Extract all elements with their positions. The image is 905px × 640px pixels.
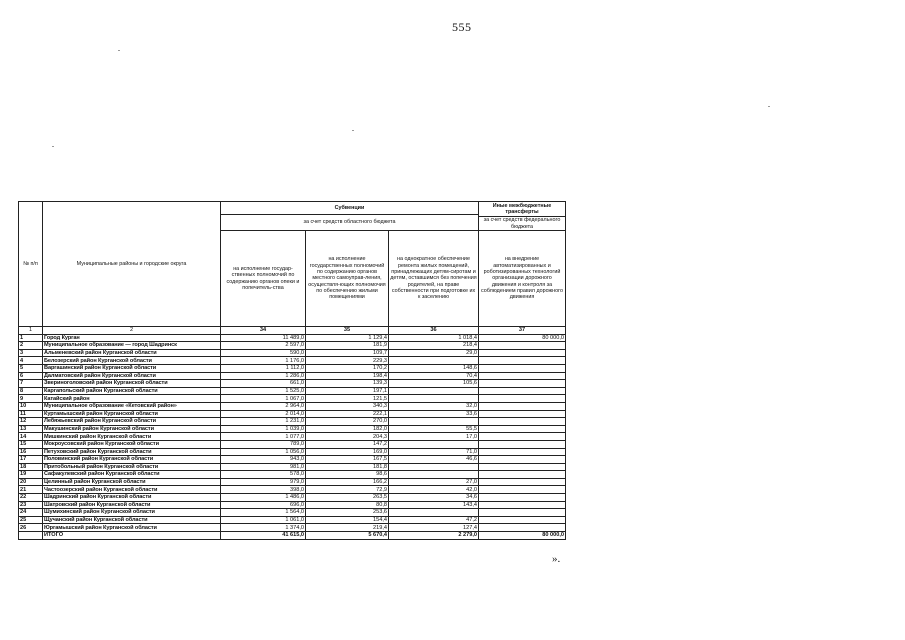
table-row bbox=[19, 418, 566, 426]
table-row bbox=[19, 463, 566, 471]
header-other-transfers: Иные межбюджетные трансферты bbox=[479, 202, 566, 217]
row-c36: 34,6 bbox=[389, 494, 479, 502]
row-number: 4 bbox=[19, 357, 43, 365]
row-c35: 167,5 bbox=[306, 456, 389, 464]
row-name: Город Курган bbox=[43, 334, 221, 342]
row-c36: 105,6 bbox=[389, 380, 479, 388]
row-name: Белозерский район Курганской области bbox=[43, 357, 221, 365]
closing-quote: ». bbox=[552, 553, 561, 565]
col-number: 1 bbox=[19, 327, 43, 335]
row-c37 bbox=[479, 448, 566, 456]
row-c37 bbox=[479, 486, 566, 494]
row-c36: 71,0 bbox=[389, 448, 479, 456]
table-row bbox=[19, 440, 566, 448]
row-c36 bbox=[389, 471, 479, 479]
table-row bbox=[19, 501, 566, 509]
row-c37: 80 000,0 bbox=[479, 334, 566, 342]
total-num bbox=[19, 532, 43, 540]
row-c35: 166,2 bbox=[306, 478, 389, 486]
total-label: ИТОГО bbox=[43, 532, 221, 540]
row-c37 bbox=[479, 349, 566, 357]
row-c37 bbox=[479, 342, 566, 350]
row-c37 bbox=[479, 418, 566, 426]
table-row bbox=[19, 478, 566, 486]
row-c36 bbox=[389, 387, 479, 395]
row-c36 bbox=[389, 418, 479, 426]
row-c36: 33,6 bbox=[389, 410, 479, 418]
row-c36: 127,4 bbox=[389, 524, 479, 532]
row-c35: 170,2 bbox=[306, 364, 389, 372]
row-c34: 1 374,0 bbox=[221, 524, 306, 532]
table-row bbox=[19, 357, 566, 365]
row-c35: 219,4 bbox=[306, 524, 389, 532]
total-c34: 41 615,0 bbox=[221, 532, 306, 540]
row-number: 25 bbox=[19, 516, 43, 524]
table-row bbox=[19, 342, 566, 350]
row-c34: 1 112,0 bbox=[221, 364, 306, 372]
row-c37 bbox=[479, 456, 566, 464]
row-number: 3 bbox=[19, 349, 43, 357]
row-number: 22 bbox=[19, 494, 43, 502]
row-c35: 204,3 bbox=[306, 433, 389, 441]
row-name: Альменевский район Курганской области bbox=[43, 349, 221, 357]
row-number: 10 bbox=[19, 402, 43, 410]
table-row bbox=[19, 448, 566, 456]
row-c34: 2 964,0 bbox=[221, 402, 306, 410]
row-c36: 218,4 bbox=[389, 342, 479, 350]
row-name: Мокроусовский район Курганской области bbox=[43, 440, 221, 448]
header-num: № п/п bbox=[19, 202, 43, 327]
scan-speck bbox=[768, 106, 770, 107]
row-c35: 263,5 bbox=[306, 494, 389, 502]
row-number: 13 bbox=[19, 425, 43, 433]
row-c34: 590,0 bbox=[221, 349, 306, 357]
total-row bbox=[19, 532, 566, 540]
row-number: 12 bbox=[19, 418, 43, 426]
table-row bbox=[19, 471, 566, 479]
row-c34: 979,0 bbox=[221, 478, 306, 486]
row-c34: 2 597,0 bbox=[221, 342, 306, 350]
row-c37 bbox=[479, 364, 566, 372]
row-c36: 27,0 bbox=[389, 478, 479, 486]
row-name: Варгашинский район Курганской области bbox=[43, 364, 221, 372]
row-c34: 1 039,0 bbox=[221, 425, 306, 433]
row-name: Щучанский район Курганской области bbox=[43, 516, 221, 524]
row-c35: 222,1 bbox=[306, 410, 389, 418]
row-c34: 696,0 bbox=[221, 501, 306, 509]
row-number: 23 bbox=[19, 501, 43, 509]
subsidies-table bbox=[18, 201, 566, 540]
row-c36: 55,5 bbox=[389, 425, 479, 433]
row-number: 15 bbox=[19, 440, 43, 448]
row-c36: 143,4 bbox=[389, 501, 479, 509]
row-number: 5 bbox=[19, 364, 43, 372]
row-c36 bbox=[389, 463, 479, 471]
col-number: 36 bbox=[389, 327, 479, 335]
row-c36 bbox=[389, 395, 479, 403]
row-name: Далматовский район Курганской области bbox=[43, 372, 221, 380]
row-c34: 1 061,0 bbox=[221, 516, 306, 524]
row-number: 1 bbox=[19, 334, 43, 342]
row-c37 bbox=[479, 380, 566, 388]
row-c34: 1 231,0 bbox=[221, 418, 306, 426]
table-row bbox=[19, 516, 566, 524]
row-c37 bbox=[479, 516, 566, 524]
row-c34: 1 077,0 bbox=[221, 433, 306, 441]
row-c35: 139,3 bbox=[306, 380, 389, 388]
row-c37 bbox=[479, 395, 566, 403]
row-c36 bbox=[389, 509, 479, 517]
row-name: Лебяжьевский район Курганской области bbox=[43, 418, 221, 426]
row-name: Куртамышский район Курганской области bbox=[43, 410, 221, 418]
row-number: 7 bbox=[19, 380, 43, 388]
table-row bbox=[19, 425, 566, 433]
row-name: Шумихинский район Курганской области bbox=[43, 509, 221, 517]
table-row bbox=[19, 410, 566, 418]
row-c37 bbox=[479, 410, 566, 418]
row-c36 bbox=[389, 440, 479, 448]
scan-speck bbox=[352, 130, 354, 131]
row-c34: 981,0 bbox=[221, 463, 306, 471]
row-number: 11 bbox=[19, 410, 43, 418]
col-number: 37 bbox=[479, 327, 566, 335]
row-c36: 47,2 bbox=[389, 516, 479, 524]
table-row bbox=[19, 433, 566, 441]
row-c37 bbox=[479, 433, 566, 441]
row-c34: 1 176,0 bbox=[221, 357, 306, 365]
header-federal-budget: за счет средств федерального бюджета bbox=[479, 217, 566, 231]
row-c34: 1 067,0 bbox=[221, 395, 306, 403]
row-name: Юргамышский район Курганской области bbox=[43, 524, 221, 532]
row-number: 9 bbox=[19, 395, 43, 403]
row-c37 bbox=[479, 501, 566, 509]
row-name: Шатровский район Курганской области bbox=[43, 501, 221, 509]
row-c34: 661,0 bbox=[221, 380, 306, 388]
row-c37 bbox=[479, 402, 566, 410]
row-c36: 17,0 bbox=[389, 433, 479, 441]
row-name: Мишкинский район Курганской области bbox=[43, 433, 221, 441]
row-c35: 181,8 bbox=[306, 463, 389, 471]
header-col37: на внедрение автоматизированных и роботизированных технологий организации дорожного движения и контроля за соблюдением правил дорожного движения bbox=[479, 231, 566, 327]
row-c35: 147,2 bbox=[306, 440, 389, 448]
col-number: 34 bbox=[221, 327, 306, 335]
row-c35: 340,3 bbox=[306, 402, 389, 410]
row-c34: 1 564,0 bbox=[221, 509, 306, 517]
row-number: 14 bbox=[19, 433, 43, 441]
table-row bbox=[19, 524, 566, 532]
row-name: Шадринский район Курганской области bbox=[43, 494, 221, 502]
row-c35: 253,6 bbox=[306, 509, 389, 517]
table-row bbox=[19, 380, 566, 388]
row-number: 20 bbox=[19, 478, 43, 486]
row-c37 bbox=[479, 463, 566, 471]
table-row bbox=[19, 486, 566, 494]
header-col35: на исполнение государственных полномочий по содержанию органов местного самоуправ-ления, осуществля-ющих полномочия по обеспечению жильми помещениями bbox=[306, 231, 389, 327]
row-name: Петуховский район Курганской области bbox=[43, 448, 221, 456]
row-c36: 70,4 bbox=[389, 372, 479, 380]
row-c34: 1 056,0 bbox=[221, 448, 306, 456]
row-number: 2 bbox=[19, 342, 43, 350]
table-row bbox=[19, 349, 566, 357]
row-number: 8 bbox=[19, 387, 43, 395]
row-c35: 181,9 bbox=[306, 342, 389, 350]
row-c37 bbox=[479, 387, 566, 395]
row-c36: 32,0 bbox=[389, 402, 479, 410]
table-row bbox=[19, 334, 566, 342]
total-c36: 2 279,0 bbox=[389, 532, 479, 540]
row-c35: 80,8 bbox=[306, 501, 389, 509]
row-c36: 29,0 bbox=[389, 349, 479, 357]
row-c34: 943,0 bbox=[221, 456, 306, 464]
col-number: 2 bbox=[43, 327, 221, 335]
table-row bbox=[19, 395, 566, 403]
row-c34: 1 525,0 bbox=[221, 387, 306, 395]
table-row bbox=[19, 364, 566, 372]
row-name: Катайский район bbox=[43, 395, 221, 403]
header-col34: на исполнение государ-ственных полномочий по содержанию органов опеки и попечитель-ства bbox=[221, 231, 306, 327]
row-c37 bbox=[479, 509, 566, 517]
row-c37 bbox=[479, 357, 566, 365]
table-row bbox=[19, 456, 566, 464]
row-c36: 42,0 bbox=[389, 486, 479, 494]
header-col36: на однократное обеспечение ремонта жилых помещений, принадлежащих детям-сиротам и детям, оставшимся без попечения родителей, на праве собственности при подготовке их к заселению bbox=[389, 231, 479, 327]
row-name: Муниципальное образование — город Шадринск bbox=[43, 342, 221, 350]
row-c34: 789,0 bbox=[221, 440, 306, 448]
row-name: Половинский район Курганской области bbox=[43, 456, 221, 464]
row-name: Сафакулевский район Курганской области bbox=[43, 471, 221, 479]
table-row bbox=[19, 372, 566, 380]
table-row bbox=[19, 402, 566, 410]
row-c37 bbox=[479, 372, 566, 380]
page-number: 555 bbox=[452, 20, 472, 34]
row-c37 bbox=[479, 494, 566, 502]
row-c35: 169,0 bbox=[306, 448, 389, 456]
row-c35: 197,1 bbox=[306, 387, 389, 395]
row-c34: 2 014,0 bbox=[221, 410, 306, 418]
row-c37 bbox=[479, 425, 566, 433]
row-c35: 154,4 bbox=[306, 516, 389, 524]
row-c36 bbox=[389, 357, 479, 365]
row-c34: 398,0 bbox=[221, 486, 306, 494]
table-row bbox=[19, 494, 566, 502]
row-name: Муниципальное образование «Кетовский район» bbox=[43, 402, 221, 410]
header-name: Муниципальные районы и городские округа bbox=[43, 202, 221, 327]
row-c35: 198,4 bbox=[306, 372, 389, 380]
row-name: Макушинский район Курганской области bbox=[43, 425, 221, 433]
row-name: Каргапольский район Курганской области bbox=[43, 387, 221, 395]
row-number: 21 bbox=[19, 486, 43, 494]
scan-speck bbox=[118, 50, 120, 51]
scan-speck bbox=[52, 146, 54, 147]
row-c37 bbox=[479, 440, 566, 448]
col-number: 35 bbox=[306, 327, 389, 335]
row-c35: 109,7 bbox=[306, 349, 389, 357]
row-c35: 229,3 bbox=[306, 357, 389, 365]
row-c35: 1 129,4 bbox=[306, 334, 389, 342]
row-number: 26 bbox=[19, 524, 43, 532]
table-row bbox=[19, 509, 566, 517]
header-regional-budget: за счет средств областного бюджета bbox=[221, 215, 479, 231]
row-c37 bbox=[479, 478, 566, 486]
row-name: Целинный район Курганской области bbox=[43, 478, 221, 486]
row-c35: 121,5 bbox=[306, 395, 389, 403]
row-number: 19 bbox=[19, 471, 43, 479]
table-row bbox=[19, 387, 566, 395]
row-c35: 270,0 bbox=[306, 418, 389, 426]
row-name: Притобольный район Курганской области bbox=[43, 463, 221, 471]
row-c34: 1 486,0 bbox=[221, 494, 306, 502]
total-c37: 80 000,0 bbox=[479, 532, 566, 540]
row-c36: 148,6 bbox=[389, 364, 479, 372]
row-name: Частоозерский район Курганской области bbox=[43, 486, 221, 494]
row-c35: 72,9 bbox=[306, 486, 389, 494]
row-number: 6 bbox=[19, 372, 43, 380]
row-number: 18 bbox=[19, 463, 43, 471]
row-number: 24 bbox=[19, 509, 43, 517]
row-c36: 46,6 bbox=[389, 456, 479, 464]
header-subsidies: Субвенции bbox=[221, 202, 479, 215]
row-c34: 1 286,0 bbox=[221, 372, 306, 380]
row-number: 17 bbox=[19, 456, 43, 464]
total-c35: 5 670,4 bbox=[306, 532, 389, 540]
row-c37 bbox=[479, 471, 566, 479]
row-c37 bbox=[479, 524, 566, 532]
row-name: Звериноголовский район Курганской области bbox=[43, 380, 221, 388]
row-c34: 11 489,0 bbox=[221, 334, 306, 342]
row-c35: 182,0 bbox=[306, 425, 389, 433]
row-c35: 98,6 bbox=[306, 471, 389, 479]
row-number: 16 bbox=[19, 448, 43, 456]
row-c36: 1 018,4 bbox=[389, 334, 479, 342]
row-c34: 578,0 bbox=[221, 471, 306, 479]
